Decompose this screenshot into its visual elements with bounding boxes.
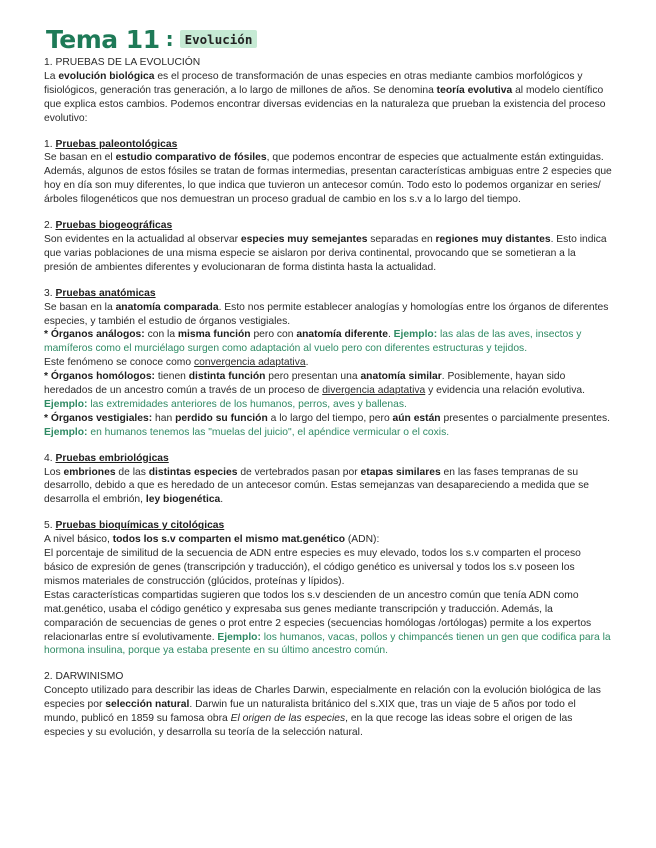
paragraph-paleontologicas: Se basan en el estudio comparativo de fósiles, que podemos encontrar de especies que actualmente están extinguidas. Además, algunos de estos fósiles se tratan de formas intermedias, presentan características ambiguas entre 2 especies que hoy en día son muy diferentes, lo que indica que tuvieron un antecesor común. Todo esto lo podemos organizar en series/árboles filogenéticos que nos demuestran un proceso gradual de cambio en los s.v a lo largo del tiempo. [44,152,612,206]
paragraph-embriologicas: Los embriones de las distintas especies de vertebrados pasan por etapas similares en las fases tempranas de su desarrollo, debido a que es heredado de un antecesor común. Estas semejanzas van desapareciendo a medida que se desarrolla el embrión, ley biogenética. [44,466,589,506]
paragraph-bioquimicas-2: El porcentaje de similitud de la secuencia de ADN entre especies es muy elevado, todos los s.v comparten el proceso básico de expresión de genes (transcripción y traducción), el código genético es universal y todos los s.v poseen los mismos materiales de construcción (glúcidos, proteínas y lípidos). [44,548,581,587]
section-heading-pruebas: 1. PRUEBAS DE LA EVOLUCIÓN [44,57,201,68]
paragraph-biogeograficas: Son evidentes en la actualidad al observar especies muy semejantes separadas en regiones muy distantes. Esto indica que varias poblaciones de una misma especie se aislaron por deriva continental, provocando que se sometieran a la presión de ambientes diferentes y evolucionaran de forma distinta hasta la actualidad. [44,233,607,273]
paragraph-organos-analogos: * Órganos análogos: con la misma función pero con anatomía diferente. Ejemplo: las alas de las aves, insectos y mamíferos como el murciélago surgen como adaptación al vuelo pero con diferentes estructuras y tejidos. [44,329,582,355]
paragraph-intro: La evolución biológica es el proceso de transformación de unas especies en otras mediante cambios morfológicos y fisiológicos, generación tras generación, a lo largo de millones de años. Se denomina teoría evolutiva al modelo científico que explica estos cambios. Podemos encontrar diversas evidencias en la naturaleza que prueban la existencia del proceso evolutivo: [44,70,606,124]
subsection-heading-paleontologicas: 1. Pruebas paleontológicas [44,138,178,150]
document-body [44,56,612,740]
paragraph-convergencia: Este fenómeno se conoce como convergencia adaptativa. [44,357,309,369]
page-title: Tema 11 [46,24,160,54]
subsection-heading-bioquimicas: 5. Pruebas bioquímicas y citológicas [44,520,225,532]
paragraph-bioquimicas-1: A nivel básico, todos los s.v comparten el mismo mat.genético (ADN): [44,534,380,546]
subsection-heading-embriologicas: 4. Pruebas embriológicas [44,452,169,464]
subsection-heading-biogeograficas: 2. Pruebas biogeográficas [44,220,173,232]
paragraph-bioquimicas-3: Estas características compartidas sugieren que todos los s.v descienden de un ancestro común que tenía ADN como mat.genético, usaba el código genético y expresaba sus genes mediante transcripción y traducción. Además, la comparación de secuencias de genes o prot entre 2 especies (secuencias homólogas /ortólogas) permite a los expertos relacionarlas entre sí evolutivamente. Ejemplo: los humanos, vacas, pollos y chimpancés tienen un gen que codifica para la hormona insulina, porque ya estaba presente en su último ancestro común. [44,589,611,657]
paragraph-organos-vestigiales: * Órganos vestigiales: han perdido su función a lo largo del tiempo, pero aún están presentes o parcialmente presentes. Ejemplo: en humanos tenemos las "muelas del juicio", el apéndice vermicular o el coxis. [44,412,611,438]
page-subtitle: Evolución [180,30,258,48]
title-row [46,22,612,56]
subsection-heading-anatomicas: 3. Pruebas anatómicas [44,287,156,299]
title-colon: : [165,27,174,51]
paragraph-darwinismo: Concepto utilizado para describir las ideas de Charles Darwin, especialmente en relación con la evolución biológica de las especies por selección natural. Darwin fue un naturalista británico del s.XIX que, tras un viaje de 5 años por todo el mundo, publicó en 1859 su famosa obra El origen de las especies, en la que recoge las ideas sobre el origen de las especies y su evolución, y desarrolla su teoría de la selección natural. [44,685,601,738]
paragraph-organos-homologos: * Órganos homólogos: tienen distinta función pero presentan una anatomía similar. Posiblemente, hayan sido heredados de un ancestro común a través de un proceso de divergencia adaptativa y evidencia una relación evolutiva. Ejemplo: las extremidades anteriores de los humanos, perros, aves y ballenas. [44,371,585,410]
section-heading-darwinismo: 2. DARWINISMO [44,671,124,683]
paragraph-anatomicas-intro: Se basan en la anatomía comparada. Esto nos permite establecer analogías y homologías entre los órganos de diferentes especies, y también el estudio de órganos vestigiales. [44,301,609,327]
